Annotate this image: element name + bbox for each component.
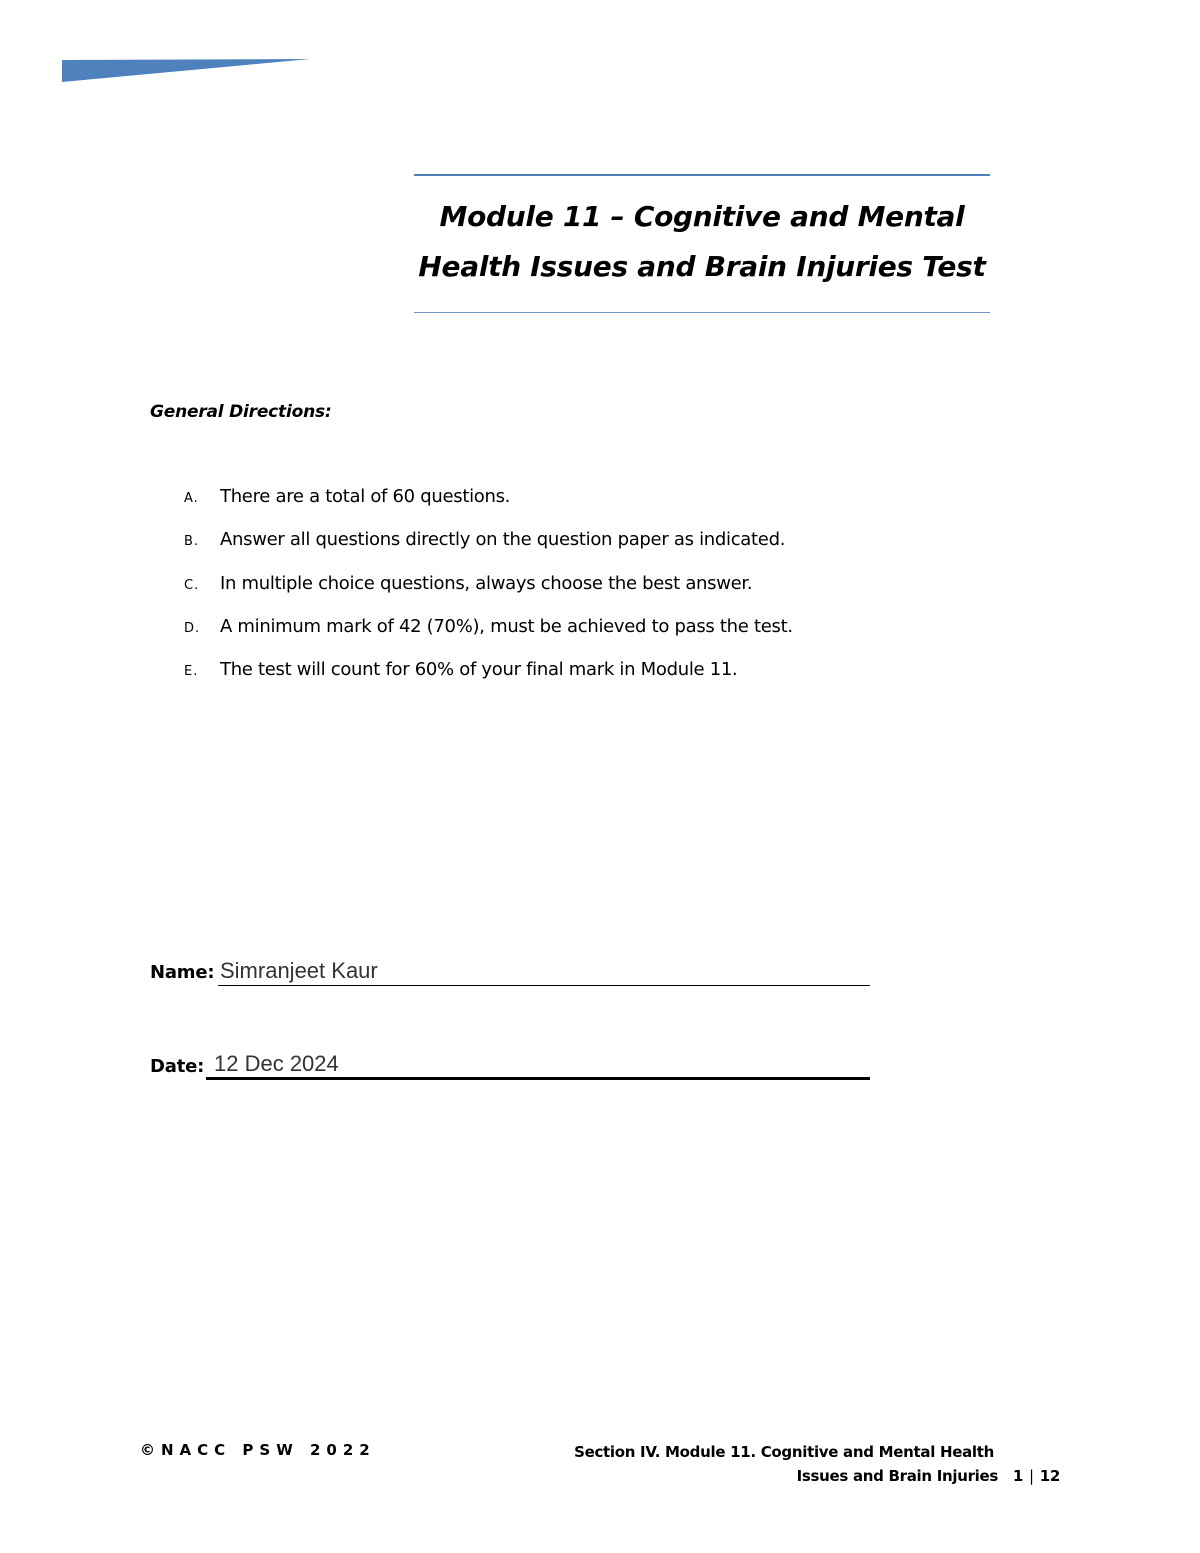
direction-letter: B.: [184, 534, 200, 550]
direction-text: In multiple choice questions, always choose the best answer.: [220, 572, 753, 594]
direction-text: Answer all questions directly on the question paper as indicated.: [220, 529, 786, 551]
direction-text: The test will count for 60% of your final mark in Module 11.: [220, 659, 738, 681]
name-underline: [218, 985, 870, 986]
direction-letter: C.: [184, 577, 200, 593]
page-number-total: 12: [1039, 1467, 1060, 1485]
header-accent-wedge: [62, 59, 310, 82]
direction-item: [184, 486, 793, 529]
page-separator: |: [1028, 1467, 1034, 1485]
header-accent-bar: [60, 56, 312, 86]
footer-section-line2: Issues and Brain Injuries: [796, 1467, 999, 1485]
date-label: Date:: [150, 1056, 205, 1077]
direction-item: [184, 529, 793, 572]
direction-text: A minimum mark of 42 (70%), must be achieved to pass the test.: [220, 615, 793, 637]
directions-heading: General Directions:: [150, 402, 332, 422]
direction-item: [184, 616, 793, 659]
footer-copyright: ©NACC PSW 2022: [140, 1441, 376, 1459]
name-field[interactable]: Simranjeet Kaur: [220, 958, 378, 983]
direction-item: [184, 573, 793, 616]
title-rule-bottom: [414, 312, 990, 313]
page-title-line1: Module 11 – Cognitive and Mental: [439, 200, 965, 233]
page-number-current: 1: [1012, 1467, 1023, 1485]
page-title-line2: Health Issues and Brain Injuries Test: [418, 250, 986, 283]
direction-text: There are a total of 60 questions.: [220, 486, 511, 507]
title-block: [414, 174, 990, 314]
direction-item: [184, 659, 793, 702]
date-field[interactable]: 12 Dec 2024: [214, 1051, 339, 1076]
name-field-row: [150, 958, 870, 992]
date-underline: [206, 1077, 870, 1080]
footer-section-line2-row: [540, 1464, 1060, 1488]
footer-section-line1: Section IV. Module 11. Cognitive and Mental Health: [574, 1443, 994, 1461]
name-label: Name:: [150, 962, 215, 983]
footer-section-info: [540, 1440, 1060, 1488]
page-title: [414, 192, 990, 292]
direction-letter: E.: [184, 664, 199, 680]
date-field-row: [150, 1051, 870, 1086]
direction-letter: D.: [184, 620, 201, 636]
title-rule-top: [414, 174, 990, 176]
directions-list: [184, 486, 793, 702]
direction-letter: A.: [184, 491, 199, 506]
